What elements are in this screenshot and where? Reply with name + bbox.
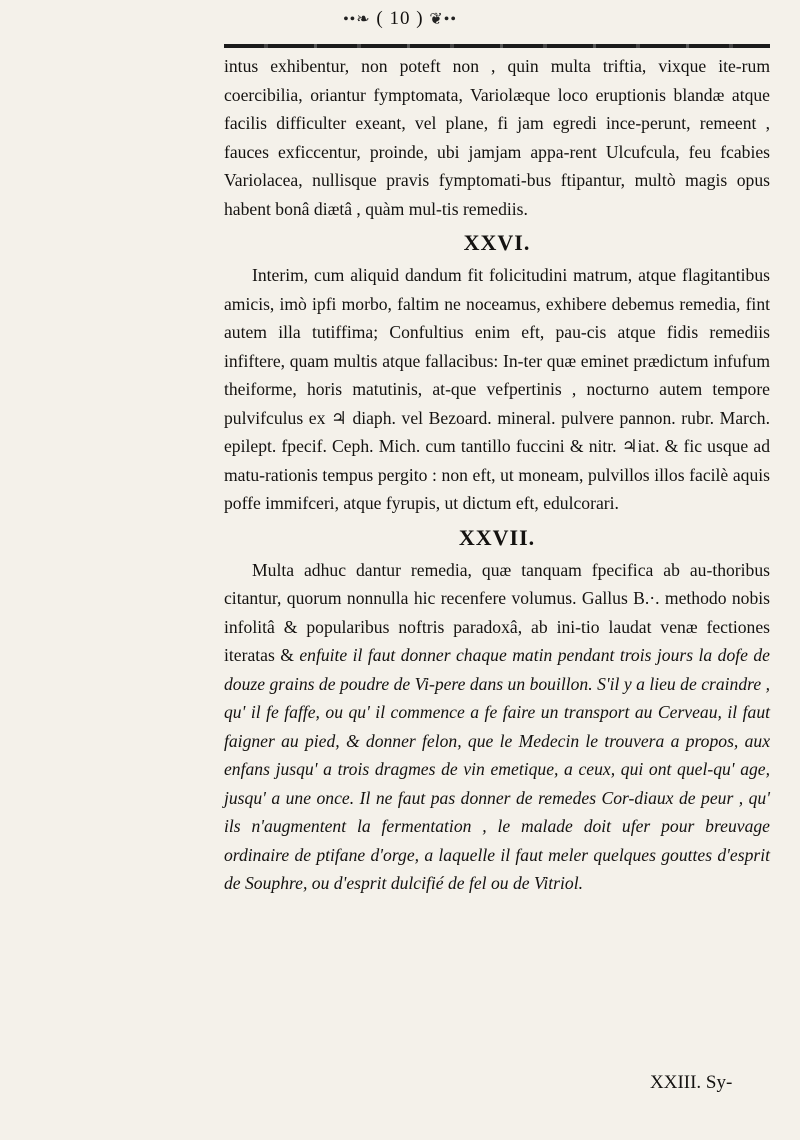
header-rule <box>224 44 770 48</box>
section-heading-xxvii: XXVII. <box>458 524 536 550</box>
paragraph-3-latin: Multa adhuc dantur remedia, quæ tanquam fpecifica ab au-thoribus citantur, quorum nonnulla hic recenfere volumus. Gallus B.·. methodo nobis infolitâ & popularibus noftris paradoxâ, ab ini-tio laudat venæ fectiones iteratas & <box>224 559 770 665</box>
paragraph-2: Interim, cum aliquid dandum fit folicitudini matrum, atque flagitantibus amicis, imò ipfi morbo, faltim ne noceamus, exhibere debemus remedia, fint autem illa tutiffima; Confultius enim eft, pau-cis atque fidis remediis infiftere, quam multis atque fallacibus: In-ter quæ eminet prædictum infufum theiforme, horis matutinis, at-que vefpertinis , nocturno autem tempore pulvifculus ex ♃ diaph. vel Bezoard. mineral. pulvere pannon. rubr. March. epilept. fpecif. Ceph. Mich. cum tantillo fuccini & nitr. ♃iat. & fic usque ad matu-rationis tempus pergito : non eft, ut moneam, pulvillos illos facilè aquis poffe immifceri, atque fyrupis, ut dictum eft, edulcorari. <box>224 265 770 513</box>
right-ornament: ❦•• <box>429 11 457 28</box>
page-number: ( 10 ) <box>376 8 424 29</box>
section-heading-xxvi: XXVI. <box>463 230 531 255</box>
paragraph-3-french-quote: enfuite il faut donner chaque matin pendant trois jours la dofe de douze grains de poudre de Vi-pere dans un bouillon. S'il y a lieu de craindre , qu' il fe faffe, ou qu' il commence a fe faire un transport au Cerveau, il faut faigner au pied, & donner felon, que le Medecin le trouvera a propos, aux enfans jusqu' a trois dragmes de vin emetique, a ceux, qui ont quel-qu' age, jusqu' a une once. Il ne faut pas donner de remedes Cor-diaux de peur , qu' ils n'augmentent la fermentation , le malade doit ufer pour breuvage ordinaire de ptifane d'orge, a laquelle il faut meler quelques gouttes d'esprit de Souphre, ou d'esprit dulcifié de fel ou de Vitriol. <box>224 645 770 893</box>
paragraph-3 <box>224 556 770 898</box>
text-body <box>224 52 770 898</box>
page-header <box>0 8 800 30</box>
left-ornament: ••❧ <box>343 11 371 28</box>
catchword: XXIII. Sy- <box>650 1072 733 1093</box>
paragraph-1: intus exhibentur, non poteft non , quin multa triftia, vixque ite-rum coercibilia, oriantur fymptomata, Variolæque loco eruptionis blandæ atque facilis difficulter exeant, vel plane, fi jam egredi ince-perunt, remeent , fauces exficcentur, proinde, ubi jamjam appa-rent Ulcufcula, feu fcabies Variolacea, nullisque pravis fymptomati-bus ftipantur, multò magis opus habent bonâ diætâ , quàm mul-tis remediis. <box>224 56 770 219</box>
